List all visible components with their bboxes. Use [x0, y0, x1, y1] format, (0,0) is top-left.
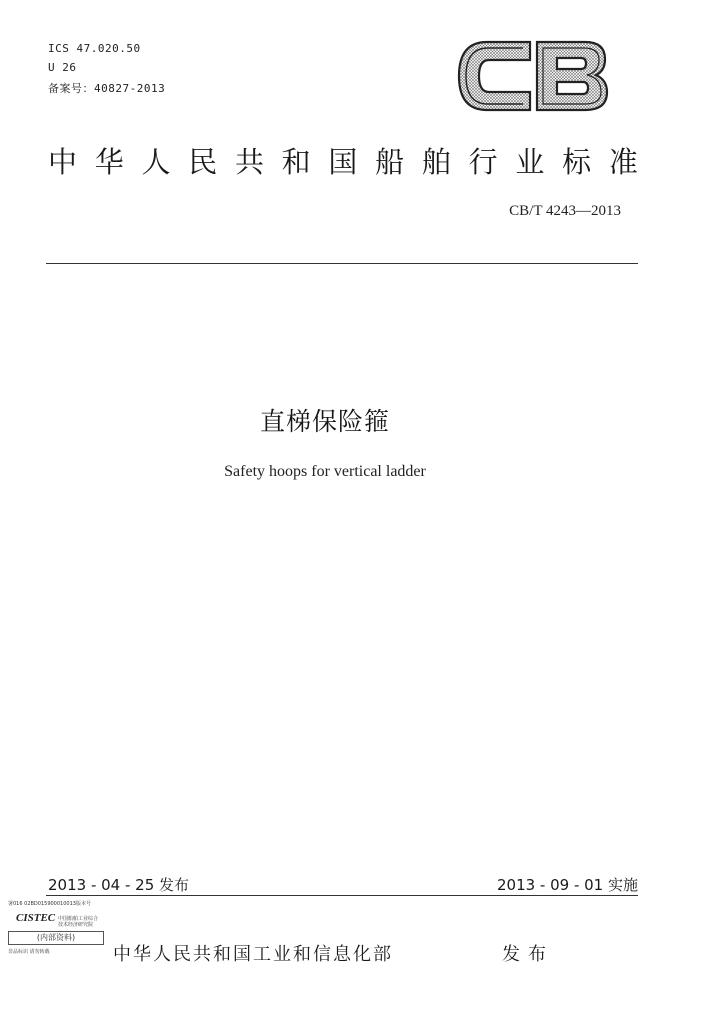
- title-char: 和: [281, 145, 311, 179]
- title-char: 业: [515, 145, 545, 179]
- document-title-en: Safety hoops for vertical ladder: [224, 463, 426, 480]
- standard-code: CB/T 4243—2013: [509, 203, 621, 219]
- title-char: 中: [48, 145, 78, 179]
- title-char: 共: [234, 145, 264, 179]
- stamp-box: (内部资料): [8, 931, 104, 945]
- document-title-cn: 直梯保险箍: [259, 407, 390, 436]
- publish-label: 发布: [502, 944, 554, 965]
- title-char: 准: [608, 145, 638, 179]
- header-divider: [46, 263, 638, 264]
- stamp-note: 非品标识 请勿转载: [8, 949, 50, 955]
- library-stamp: [6, 898, 106, 960]
- title-char: 船: [375, 145, 405, 179]
- record-number: 备案号：40827-2013: [48, 82, 166, 95]
- industry-standard-title: [48, 140, 638, 181]
- footer-divider: [46, 895, 638, 896]
- stamp-org: 中国船舶工业综合技术经济研究院: [58, 916, 99, 928]
- cb-logo: [455, 38, 610, 114]
- implementation-date: 2013 - 09 - 01 实施: [496, 876, 638, 894]
- title-char: 人: [141, 145, 171, 179]
- publisher: 中华人民共和国工业和信息化部: [113, 944, 393, 965]
- title-char: 华: [94, 145, 124, 179]
- ccs-code: U 26: [48, 61, 77, 74]
- title-char: 行: [468, 145, 498, 179]
- stamp-serial: 署016 02BD015900010013版本号: [8, 901, 91, 907]
- title-char: 民: [188, 145, 218, 179]
- title-char: 舶: [421, 145, 451, 179]
- cb-logo-text: CB: [531, 86, 533, 87]
- title-char: 国: [328, 145, 358, 179]
- stamp-brand: CISTEC: [16, 912, 56, 924]
- issue-date: 2013 - 04 - 25 发布: [48, 876, 190, 894]
- title-char: 标: [562, 145, 592, 179]
- ics-code: ICS 47.020.50: [48, 42, 141, 55]
